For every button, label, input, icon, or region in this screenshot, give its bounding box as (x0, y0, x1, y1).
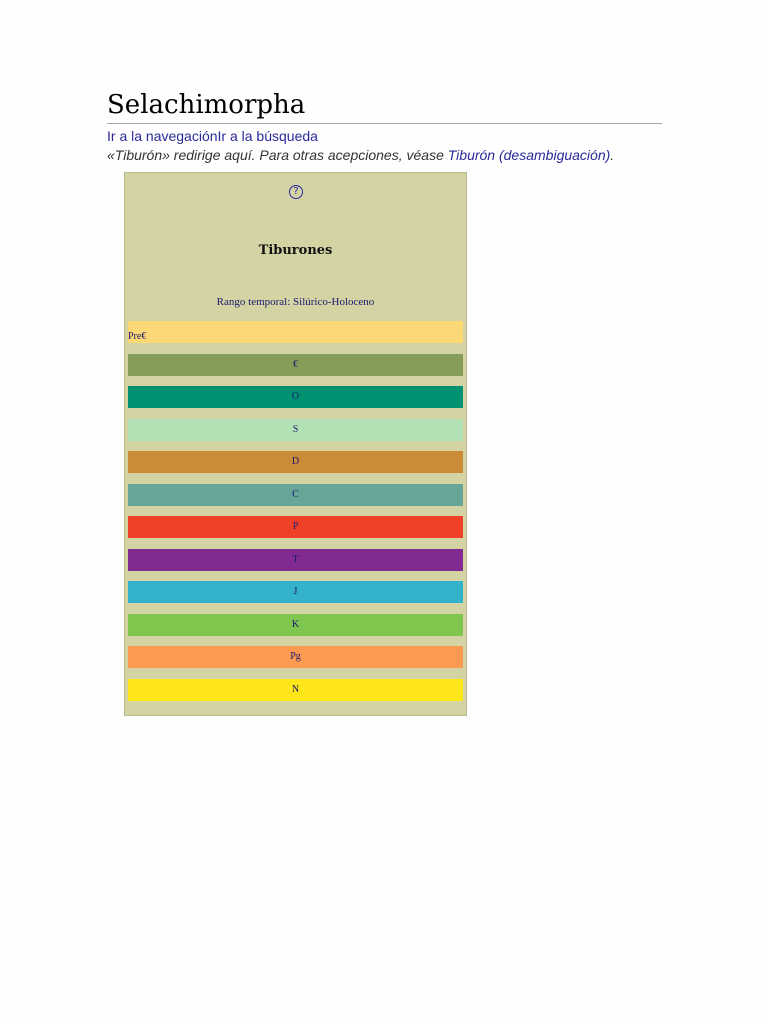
period-bar[interactable]: T (128, 549, 463, 571)
period-bar[interactable]: C (128, 484, 463, 506)
temporal-range: Rango temporal: Silúrico-Holoceno (216, 296, 375, 308)
period-bar[interactable]: N (128, 679, 463, 701)
question-circle-icon[interactable]: ? (289, 185, 303, 199)
period-bar[interactable]: J (128, 581, 463, 603)
hatnote (107, 146, 614, 164)
hatnote-end: . (610, 147, 615, 163)
jump-to-navigation-link[interactable]: Ir a la navegación (107, 128, 218, 144)
period-bar[interactable]: € (128, 354, 463, 376)
taxobox-title: Tiburones (258, 243, 333, 258)
page-title: Selachimorpha (107, 90, 306, 120)
period-bar[interactable]: D (128, 451, 463, 473)
period-bar[interactable]: K (128, 614, 463, 636)
jump-links (107, 127, 318, 145)
title-divider (107, 123, 662, 124)
taxobox (124, 172, 467, 716)
hatnote-text: «Tiburón» redirige aquí. Para otras acepciones, véase (107, 147, 448, 163)
period-bar[interactable]: Pg (128, 646, 463, 668)
period-bar[interactable]: P (128, 516, 463, 538)
disambiguation-link[interactable]: Tiburón (desambiguación) (447, 147, 611, 163)
jump-to-search-link[interactable]: Ir a la búsqueda (217, 128, 318, 144)
period-bar[interactable]: S (128, 419, 463, 441)
period-bar[interactable]: O (128, 386, 463, 408)
period-bar[interactable]: Pre€ (128, 321, 463, 343)
